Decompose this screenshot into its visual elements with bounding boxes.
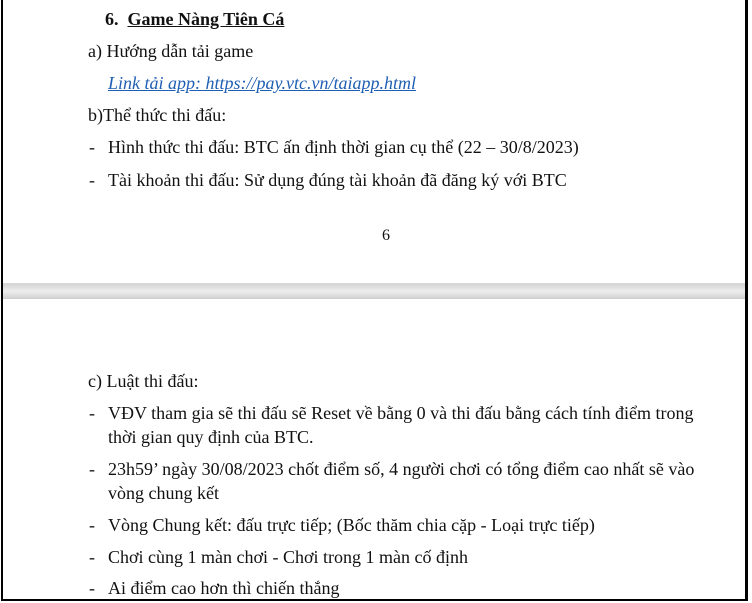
- part-b-label: b): [88, 105, 103, 125]
- download-link[interactable]: Link tải app: https://pay.vtc.vn/taiapp.html: [108, 73, 416, 93]
- bullet: -: [89, 403, 95, 423]
- part-a-heading: [88, 39, 253, 63]
- page-7: [3, 298, 745, 601]
- bullet: -: [89, 170, 95, 190]
- section-number: 6.: [105, 9, 119, 29]
- bullet: -: [89, 547, 95, 567]
- list-item: Hình thức thi đấu: BTC ấn định thời gian cụ thể (22 – 30/8/2023): [108, 137, 579, 157]
- section-heading: [105, 7, 284, 31]
- document-viewer: [1, 0, 748, 601]
- list-item: Tài khoản thi đấu: Sử dụng đúng tài khoản đã đăng ký với BTC: [108, 170, 567, 190]
- part-c-label: c): [88, 371, 102, 391]
- page-number: 6: [382, 227, 390, 244]
- bullet: -: [89, 515, 95, 535]
- page-6: [3, 0, 745, 284]
- part-a-text: Hướng dẫn tải game: [106, 41, 254, 61]
- part-b-text: Thể thức thi đấu:: [103, 105, 227, 125]
- bullet: -: [89, 137, 95, 157]
- page-separator: [3, 284, 745, 298]
- part-c-text: Luật thi đấu:: [106, 371, 199, 391]
- list-item: Chơi cùng 1 màn chơi - Chơi trong 1 màn cố định: [108, 547, 469, 567]
- part-b-heading: [88, 103, 226, 127]
- list-item: Ai điểm cao hơn thì chiến thắng: [108, 578, 340, 598]
- list-item: Vòng Chung kết: đấu trực tiếp; (Bốc thăm chia cặp - Loại trực tiếp): [108, 515, 595, 535]
- bullet: -: [89, 459, 95, 479]
- part-c-heading: [88, 369, 198, 393]
- section-title: Game Nàng Tiên Cá: [127, 9, 285, 29]
- bullet: -: [89, 578, 95, 598]
- part-a-label: a): [88, 41, 102, 61]
- list-item: VĐV tham gia sẽ thi đấu sẽ Reset về bằng 0 và thi đấu bằng cách tính điểm trong thời gian quy định của BTC.: [108, 403, 694, 447]
- list-item: 23h59’ ngày 30/08/2023 chốt điểm số, 4 người chơi có tổng điểm cao nhất sẽ vào vòng chung kết: [108, 459, 695, 503]
